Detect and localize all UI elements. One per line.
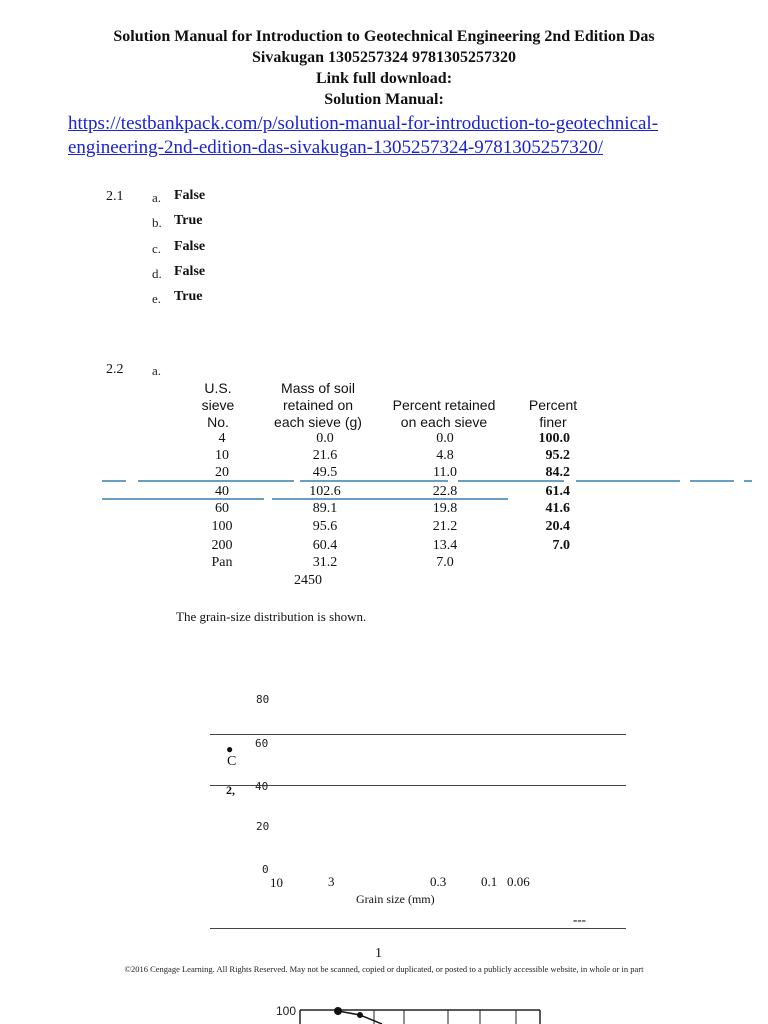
cell-sieve: 60: [215, 501, 229, 516]
ghost-dashes: ---: [573, 912, 586, 927]
option-answer: False: [174, 239, 206, 254]
y-tick: 60: [255, 737, 269, 750]
header-line: Percent retained: [392, 397, 496, 413]
col-header-percent-retained: [382, 397, 506, 431]
x-tick: 10: [270, 875, 283, 890]
option-letter: c.: [152, 241, 162, 256]
cell-mass: 89.1: [312, 501, 338, 516]
cell-sieve: 40: [215, 484, 229, 499]
ghost-rule: [210, 785, 626, 786]
download-link-line-2[interactable]: engineering-2nd-edition-das-sivakugan-1305257324-9781305257320/: [68, 137, 604, 158]
stray-rule: [744, 480, 752, 482]
x-tick: 0.06: [507, 874, 530, 889]
cell-sieve: Pan: [211, 555, 233, 570]
header-line: U.S.: [204, 380, 232, 396]
x-tick: 0.3: [430, 874, 447, 889]
x-tick: 3: [328, 874, 335, 889]
cell-mass: 60.4: [312, 538, 338, 553]
copyright-footer: ©2016 Cengage Learning. All Rights Reserved. May not be scanned, copied or duplicated, or posted to a publicly accessible website, in whole or in part: [124, 964, 644, 974]
header-line: finer: [539, 414, 567, 430]
cell-sieve: 200: [211, 538, 233, 553]
stray-rule: [690, 480, 734, 482]
cell-percent-finer: 84.2: [545, 465, 570, 480]
header-line: on each sieve: [400, 414, 488, 430]
cell-percent-retained: 13.4: [432, 538, 458, 553]
cell-percent-retained: 4.8: [436, 448, 454, 463]
cell-percent-retained: 19.8: [432, 501, 458, 516]
option-answer: False: [174, 264, 206, 279]
cell-sieve: 10: [215, 448, 229, 463]
distribution-note: The grain-size distribution is shown.: [176, 609, 367, 624]
cell-percent-finer: 95.2: [545, 448, 570, 463]
header-line: No.: [207, 414, 229, 430]
cell-percent-finer: 100.0: [538, 431, 570, 446]
cell-percent-retained: 22.8: [432, 484, 458, 499]
part-letter: a.: [152, 363, 162, 378]
cell-sieve: 4: [218, 431, 226, 446]
cell-percent-finer: 41.6: [545, 501, 570, 516]
x-axis-label: Grain size (mm): [356, 892, 435, 906]
doc-title-line-2: Sivakugan 1305257324 9781305257320: [251, 49, 517, 66]
solution-manual-label: Solution Manual:: [324, 91, 444, 108]
col-header-mass: [262, 380, 374, 431]
question-number-2-2: 2.2: [106, 362, 124, 377]
header-line: sieve: [201, 397, 235, 413]
stray-rule: [102, 480, 126, 482]
cell-percent-retained: 11.0: [433, 465, 457, 480]
cell-sieve: 100: [211, 519, 233, 534]
option-letter: e.: [152, 291, 162, 306]
y-tick: 0: [262, 863, 269, 876]
next-chart-y-tick: 100: [276, 1004, 297, 1018]
cell-percent-retained: 0.0: [436, 431, 454, 446]
doc-title-line-1: Solution Manual for Introduction to Geotechnical Engineering 2nd Edition Das: [113, 28, 655, 45]
cell-mass: 49.5: [312, 465, 338, 480]
ghost-rule: [210, 928, 626, 929]
option-letter: a.: [152, 190, 162, 205]
cell-percent-retained: 7.0: [436, 555, 454, 570]
y-label-fragment: C: [227, 754, 237, 769]
cell-percent-finer: 61.4: [545, 484, 570, 499]
option-answer: False: [174, 188, 206, 203]
cell-mass: 21.6: [312, 448, 338, 463]
cell-percent-retained: 21.2: [432, 519, 458, 534]
option-answer: True: [174, 289, 203, 304]
y-tick: 40: [255, 780, 269, 793]
mass-total: 2450: [294, 573, 322, 588]
next-chart-point: [334, 1007, 342, 1015]
next-chart-point: [357, 1012, 363, 1018]
next-chart-fragment: [290, 1004, 550, 1024]
cell-percent-finer: 7.0: [552, 538, 570, 553]
cell-sieve: 20: [215, 465, 229, 480]
option-answer: True: [174, 213, 203, 228]
cell-mass: 95.6: [312, 519, 338, 534]
y-label-fragment: 2,: [226, 783, 235, 797]
download-label: Link full download:: [315, 70, 453, 87]
x-tick: 0.1: [481, 874, 498, 889]
header-line: each sieve (g): [274, 414, 362, 430]
option-letter: b.: [152, 215, 162, 230]
ghost-rule: [210, 734, 626, 735]
question-number-2-1: 2.1: [106, 189, 124, 204]
cell-mass: 102.6: [309, 484, 341, 499]
page-number: 1: [375, 946, 382, 961]
cell-percent-finer: 20.4: [545, 519, 570, 534]
header-line: retained on: [282, 397, 354, 413]
y-tick: 20: [256, 820, 270, 833]
cell-mass: 31.2: [312, 555, 338, 570]
cell-mass: 0.0: [316, 431, 334, 446]
col-header-sieve: [190, 380, 246, 431]
header-line: Mass of soil: [281, 380, 355, 396]
option-letter: d.: [152, 266, 162, 281]
y-label-fragment: ●: [226, 742, 234, 756]
y-tick: 80: [256, 693, 270, 706]
stray-rule: [576, 480, 680, 482]
header-line: Percent: [528, 397, 578, 413]
col-header-percent-finer: [520, 397, 586, 431]
download-link-line-1[interactable]: https://testbankpack.com/p/solution-manual-for-introduction-to-geotechnical-: [68, 113, 659, 134]
